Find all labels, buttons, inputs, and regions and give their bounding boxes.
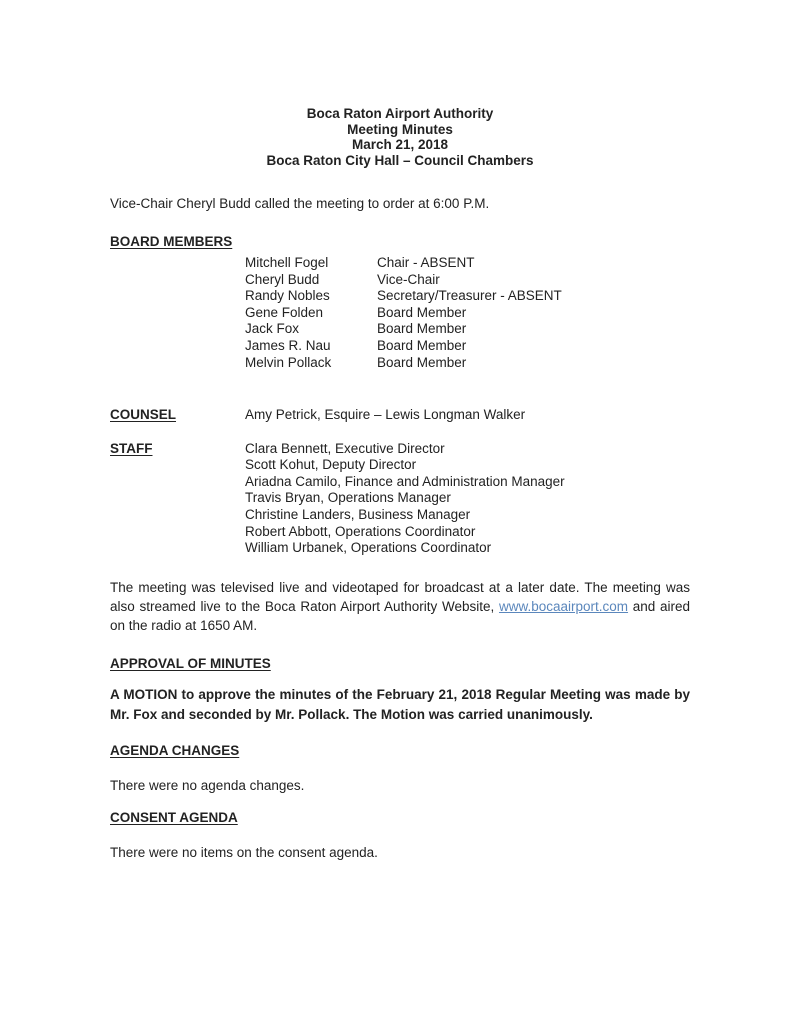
title-doc-type: Meeting Minutes bbox=[347, 121, 453, 137]
title-authority: Boca Raton Airport Authority bbox=[306, 106, 494, 121]
counsel-name: Amy Petrick, Esquire – Lewis Longman Walker bbox=[245, 407, 526, 423]
section-heading-board-members: BOARD MEMBERS bbox=[110, 233, 233, 249]
board-member-row bbox=[110, 321, 690, 338]
staff-row bbox=[110, 441, 690, 557]
call-to-order-line: Vice-Chair Cheryl Budd called the meeting to order at 6:00 P.M. bbox=[110, 196, 490, 211]
section-heading-consent-agenda: CONSENT AGENDA bbox=[110, 810, 238, 826]
board-member-role: Vice-Chair bbox=[377, 271, 440, 287]
board-member-row bbox=[110, 305, 690, 322]
broadcast-paragraph bbox=[110, 578, 690, 635]
board-member-role: Board Member bbox=[377, 304, 467, 320]
broadcast-text-before: The meeting was televised live and videotaped for broadcast at a later date. The meeting was also streamed live to the Boca Raton Airport Authority Website, bbox=[110, 579, 690, 614]
counsel-row bbox=[110, 407, 690, 424]
section-heading-agenda-changes: AGENDA CHANGES bbox=[110, 743, 240, 759]
staff-member-line: Travis Bryan, Operations Manager bbox=[245, 490, 451, 506]
board-member-name: James R. Nau bbox=[245, 337, 331, 353]
board-member-role: Secretary/Treasurer - ABSENT bbox=[377, 288, 562, 304]
board-member-name: Jack Fox bbox=[245, 321, 300, 337]
title-date: March 21, 2018 bbox=[351, 137, 449, 152]
broadcast-text-after: and aired on the radio at 1650 AM. bbox=[110, 598, 690, 633]
staff-member-line: Scott Kohut, Deputy Director bbox=[245, 457, 417, 473]
staff-member-line: Robert Abbott, Operations Coordinator bbox=[245, 523, 476, 539]
board-member-name: Mitchell Fogel bbox=[245, 255, 329, 270]
section-heading-staff: STAFF bbox=[110, 440, 153, 456]
board-member-row bbox=[110, 288, 690, 305]
section-heading-counsel: COUNSEL bbox=[110, 407, 177, 423]
board-member-row bbox=[110, 255, 690, 272]
board-member-role: Board Member bbox=[377, 321, 467, 337]
staff-member-line: Clara Bennett, Executive Director bbox=[245, 440, 445, 456]
board-member-row bbox=[110, 338, 690, 355]
board-member-row bbox=[110, 355, 690, 372]
title-location: Boca Raton City Hall – Council Chambers bbox=[266, 152, 534, 168]
agenda-changes-text: There were no agenda changes. bbox=[110, 777, 305, 793]
staff-member-line: Christine Landers, Business Manager bbox=[245, 507, 471, 523]
board-member-name: Cheryl Budd bbox=[245, 271, 320, 287]
section-heading-approval-of-minutes: APPROVAL OF MINUTES bbox=[110, 655, 271, 671]
board-member-role: Chair - ABSENT bbox=[377, 255, 475, 270]
staff-member-line: Ariadna Camilo, Finance and Administration Manager bbox=[245, 473, 565, 489]
staff-member-line: William Urbanek, Operations Coordinator bbox=[245, 540, 492, 556]
board-member-row bbox=[110, 272, 690, 289]
board-member-role: Board Member bbox=[377, 337, 467, 353]
staff-list bbox=[245, 441, 565, 557]
consent-agenda-text: There were no items on the consent agenda. bbox=[110, 844, 378, 860]
board-members-list bbox=[110, 255, 690, 371]
motion-paragraph: A MOTION to approve the minutes of the February 21, 2018 Regular Meeting was made by Mr. Fox and seconded by Mr. Pollack. The Motion was carried unanimously. bbox=[110, 687, 690, 722]
document-content bbox=[110, 106, 690, 861]
board-member-role: Board Member bbox=[377, 354, 467, 370]
board-member-name: Melvin Pollack bbox=[245, 354, 332, 370]
website-link[interactable]: www.bocaairport.com bbox=[498, 598, 629, 614]
title-block bbox=[110, 106, 690, 168]
board-member-name: Randy Nobles bbox=[245, 288, 330, 304]
board-member-name: Gene Folden bbox=[245, 304, 324, 320]
